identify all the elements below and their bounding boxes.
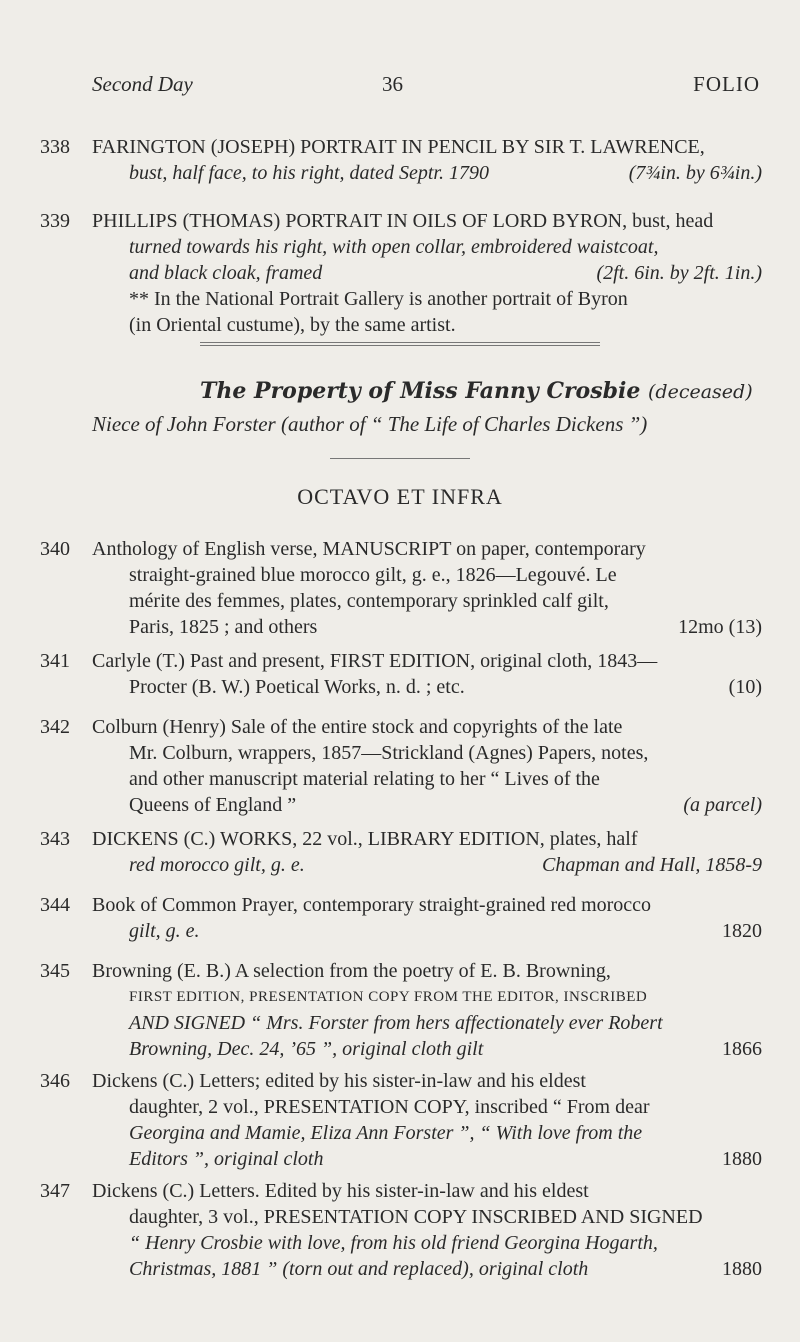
lot-date: 1880 (722, 1148, 762, 1170)
lot-340 (40, 536, 762, 640)
provenance-deceased: (deceased) (648, 381, 753, 403)
lot-339 (40, 208, 762, 338)
lot-345 (40, 958, 762, 1062)
lot-number: 340 (40, 538, 70, 560)
provenance-note: Niece of John Forster (author of “ The Life of Charles Dickens ”) (92, 412, 648, 436)
divider-rule (200, 342, 600, 346)
short-rule (330, 458, 470, 459)
lot-note: (in Oriental custume), by the same artist. (129, 314, 456, 336)
lot-line: Dickens (C.) Letters; edited by his sister-in-law and his eldest (92, 1070, 586, 1092)
header-format: FOLIO (693, 72, 760, 96)
lot-line: FARINGTON (JOSEPH) PORTRAIT IN PENCIL BY SIR T. LAWRENCE, (92, 136, 705, 158)
lot-342 (40, 714, 762, 818)
section-heading: OCTAVO ET INFRA (297, 484, 503, 509)
lot-line: Browning (E. B.) A selection from the poetry of E. B. Browning, (92, 960, 611, 982)
lot-line: DICKENS (C.) WORKS, 22 vol., LIBRARY EDITION, plates, half (92, 828, 638, 850)
lot-line: Mr. Colburn, wrappers, 1857—Strickland (Agnes) Papers, notes, (129, 742, 649, 764)
lot-note: ** In the National Portrait Gallery is another portrait of Byron (129, 288, 628, 310)
lot-number: 342 (40, 716, 70, 738)
lot-line: turned towards his right, with open collar, embroidered waistcoat, (129, 236, 659, 258)
lot-number: 343 (40, 828, 70, 850)
lot-line: mérite des femmes, plates, contemporary sprinkled calf gilt, (129, 590, 609, 612)
lot-line: Queens of England ” (129, 794, 297, 816)
lot-line: FIRST EDITION, PRESENTATION COPY FROM THE EDITOR, INSCRIBED (129, 989, 648, 1005)
lot-line: daughter, 2 vol., PRESENTATION COPY, inscribed “ From dear (129, 1096, 650, 1118)
lot-line: bust, half face, to his right, dated Septr. 1790 (129, 162, 489, 184)
lot-number: 347 (40, 1180, 70, 1202)
lot-line: Browning, Dec. 24, ’65 ”, original cloth gilt (129, 1038, 484, 1060)
lot-publisher: Chapman and Hall, 1858-9 (542, 854, 762, 876)
lot-line: Christmas, 1881 ” (torn out and replaced), original cloth (129, 1258, 589, 1280)
lot-line: Procter (B. W.) Poetical Works, n. d. ; etc. (129, 676, 465, 698)
lot-quantity: 12mo (13) (678, 616, 762, 638)
lot-line: PHILLIPS (THOMAS) PORTRAIT IN OILS OF LORD BYRON, bust, head (92, 210, 714, 232)
lot-343 (40, 826, 762, 878)
lot-line: and black cloak, framed (129, 262, 323, 284)
lot-line: Editors ”, original cloth (129, 1148, 324, 1170)
lot-line: Anthology of English verse, MANUSCRIPT on paper, contemporary (92, 538, 646, 560)
lot-line: Dickens (C.) Letters. Edited by his sister-in-law and his eldest (92, 1180, 589, 1202)
lot-dimensions: (7¾in. by 6¾in.) (628, 162, 762, 184)
lot-line: AND SIGNED “ Mrs. Forster from hers affectionately ever Robert (129, 1012, 663, 1034)
lot-344 (40, 892, 762, 944)
lot-date: 1880 (722, 1258, 762, 1280)
provenance-title: The Property of Miss Fanny Crosbie (deceased) (200, 378, 753, 404)
lot-347 (40, 1178, 762, 1282)
lot-line: Book of Common Prayer, contemporary straight-grained red morocco (92, 894, 652, 916)
lot-338 (40, 134, 762, 186)
lot-line: straight-grained blue morocco gilt, g. e., 1826—Legouvé. Le (129, 564, 617, 586)
lot-341 (40, 648, 762, 700)
lot-quantity: (10) (728, 676, 762, 698)
lot-line: and other manuscript material relating to her “ Lives of the (129, 768, 600, 790)
lot-line: Colburn (Henry) Sale of the entire stock and copyrights of the late (92, 716, 623, 738)
lot-line: gilt, g. e. (129, 920, 200, 942)
lot-line: red morocco gilt, g. e. (129, 854, 305, 876)
lot-number: 339 (40, 210, 70, 232)
header-page-number: 36 (382, 72, 403, 96)
lot-346 (40, 1068, 762, 1172)
lot-number: 346 (40, 1070, 70, 1092)
lot-line: “ Henry Crosbie with love, from his old friend Georgina Hogarth, (129, 1232, 658, 1254)
lot-line: Carlyle (T.) Past and present, FIRST EDITION, original cloth, 1843— (92, 650, 658, 672)
lot-number: 341 (40, 650, 70, 672)
lot-number: 345 (40, 960, 70, 982)
lot-number: 338 (40, 136, 70, 158)
lot-line: Georgina and Mamie, Eliza Ann Forster ”, “ With love from the (129, 1122, 643, 1144)
lot-dimensions: (2ft. 6in. by 2ft. 1in.) (596, 262, 762, 284)
lot-line: Paris, 1825 ; and others (129, 616, 318, 638)
lot-number: 344 (40, 894, 70, 916)
lot-date: 1820 (722, 920, 762, 942)
page-header (92, 72, 760, 102)
lot-quantity: (a parcel) (683, 794, 762, 816)
lot-date: 1866 (722, 1038, 762, 1060)
lot-line: daughter, 3 vol., PRESENTATION COPY INSCRIBED AND SIGNED (129, 1206, 703, 1228)
header-day: Second Day (92, 72, 193, 96)
